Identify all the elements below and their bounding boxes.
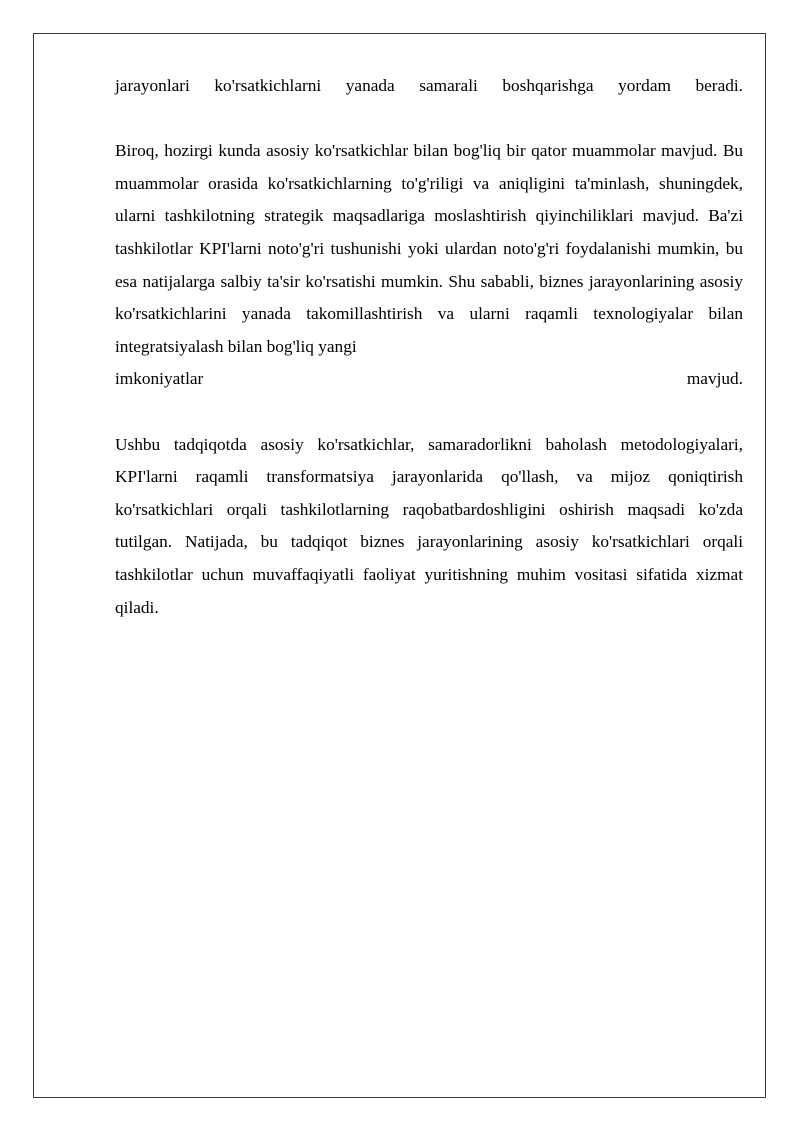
paragraph-2: Biroq, hozirgi kunda asosiy ko'rsatkichlar bilan bog'liq bir qator muammolar mavjud. Bu muammolar orasida ko'rsatkichlarning to'g'riligi va aniqligini ta'minlash, shuningdek, ularni tashkilotning strategik maqsadlariga moslashtirish qiyinchiliklari mavjud. Ba'zi tashkilotlar KPI'larni noto'g'ri tushunishi yoki ulardan noto'g'ri foydalanishi mumkin, bu esa natijalarga salbiy ta'sir ko'rsatishi mumkin. Shu sababli, biznes jarayonlarining asosiy ko'rsatkichlarini yanada takomillashtirish va ularni raqamli texnologiyalar bilan integratsiyalash bilan bog'liq yangi: [115, 141, 743, 356]
paragraph-2-last-word-left: imkoniyatlar: [115, 369, 204, 389]
document-body: [115, 70, 743, 624]
paragraph-2-last-line: [115, 363, 743, 396]
paragraph-2-last-word-right: mavjud.: [686, 369, 743, 389]
paragraph-2-block: [115, 135, 743, 396]
paragraph-3: Ushbu tadqiqotda asosiy ko'rsatkichlar, samaradorlikni baholash metodologiyalari, KPI'larni raqamli transformatsiya jarayonlarida qo'llash, va mijoz qoniqtirish ko'rsatkichlari orqali tashkilotlarning raqobatbardoshligini oshirish maqsadi ko'zda tutilgan. Natijada, bu tadqiqot biznes jarayonlarining asosiy ko'rsatkichlari orqali tashkilotlar uchun muvaffaqiyatli faoliyat yuritishning muhim vositasi sifatida xizmat qiladi.: [115, 434, 743, 617]
paragraph-1: jarayonlari ko'rsatkichlarni yanada samarali boshqarishga yordam beradi.: [115, 76, 743, 95]
